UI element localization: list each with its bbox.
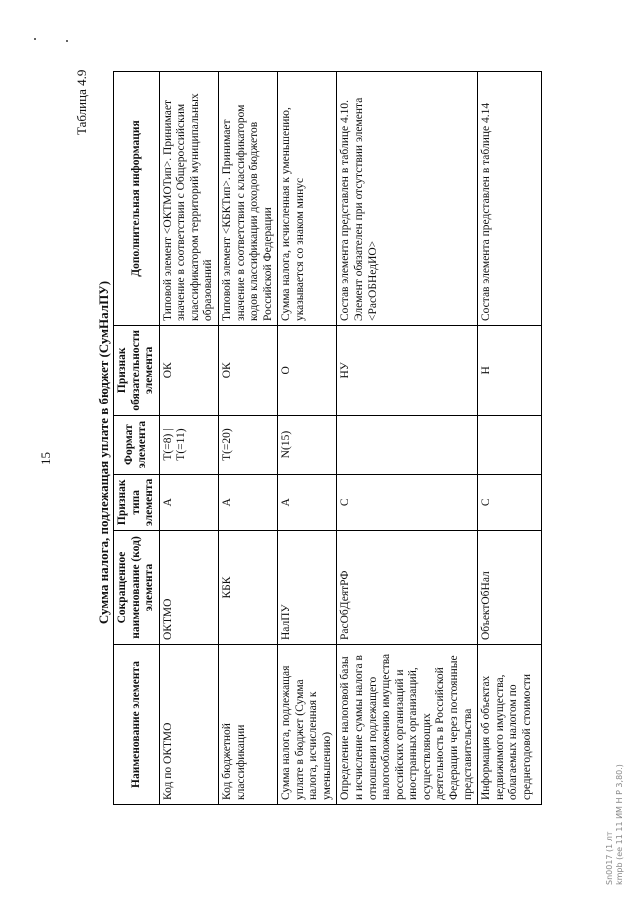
- cell-type: С: [337, 474, 478, 530]
- elements-table: [113, 71, 542, 805]
- cell-name: Информация об объектах недвижимого имущества, облагаемых налогом по среднегодовой стоимости: [478, 645, 542, 805]
- header-name: Наименование элемента: [114, 645, 160, 805]
- table-label: Таблица 4.9: [74, 69, 89, 135]
- table-row: [337, 72, 478, 805]
- cell-format: T(=8) | T(=11): [159, 415, 218, 474]
- cell-format: [337, 415, 478, 474]
- cell-info: Типовой элемент <ОКТМОТип>. Принимает значение в соответствии с Общероссийским классификатором территорий муниципальных образований: [159, 72, 218, 326]
- header-format: Формат элемента: [114, 415, 160, 474]
- scan-speck: [66, 40, 68, 42]
- cell-required: ОК: [159, 326, 218, 416]
- cell-name: Определение налоговой базы и исчисление суммы налога в отношении подлежащего налогообложению имущества российских организаций и иностранных организаций, осуществляющих деятельность в Российской Федерации через постоянные представительства: [337, 645, 478, 805]
- cell-info: Состав элемента представлен в таблице 4.14: [478, 72, 542, 326]
- cell-required: НУ: [337, 326, 478, 416]
- cell-type: С: [478, 474, 542, 530]
- table-row: [478, 72, 542, 805]
- cell-required: Н: [478, 326, 542, 416]
- cell-code: ОКТМО: [159, 531, 218, 645]
- cell-info: Типовой элемент <КБКТип>. Принимает значение в соответствии с классификатором кодов классификации доходов бюджетов Российской Федерации: [218, 72, 277, 326]
- table-header-row: [114, 72, 160, 805]
- cell-code: РасОбДеятРФ: [337, 531, 478, 645]
- footer-line: kmpb (ее 11 11 ИМ Н P 3,80.): [615, 764, 624, 885]
- table-row: [278, 72, 337, 805]
- cell-info: Сумма налога, исчисленная к уменьшению, указывается со знаком минус: [278, 72, 337, 326]
- table-caption: Сумма налога, подлежащая уплате в бюджет (СумНалПУ): [96, 280, 111, 625]
- table-row: [218, 72, 277, 805]
- cell-code: ОбъектОбНал: [478, 531, 542, 645]
- cell-code: КБК: [218, 531, 277, 645]
- cell-type: А: [159, 474, 218, 530]
- cell-name: Код по ОКТМО: [159, 645, 218, 805]
- footer-line: Sn0017 (1 лт: [605, 831, 614, 885]
- cell-code: НалПУ: [278, 531, 337, 645]
- cell-format: [478, 415, 542, 474]
- cell-info: Состав элемента представлен в таблице 4.10. Элемент обязателен при отсутствии элемента <РасОБНедИО>: [337, 72, 478, 326]
- header-code: Сокращенное наименование (код) элемента: [114, 531, 160, 645]
- scan-speck: [34, 38, 36, 40]
- table-row: [159, 72, 218, 805]
- cell-type: А: [278, 474, 337, 530]
- header-type: Признак типа элемента: [114, 474, 160, 530]
- cell-required: О: [278, 326, 337, 416]
- cell-required: ОК: [218, 326, 277, 416]
- header-info: Дополнительная информация: [114, 72, 160, 326]
- cell-format: T(=20): [218, 415, 277, 474]
- header-required: Признак обязательности элемента: [114, 326, 160, 416]
- cell-name: Код бюджетной классификации: [218, 645, 277, 805]
- cell-format: N(15): [278, 415, 337, 474]
- cell-type: А: [218, 474, 277, 530]
- cell-name: Сумма налога, подлежащая уплате в бюджет (Сумма налога, исчисленная к уменьшению): [278, 645, 337, 805]
- page-number: 15: [38, 452, 53, 465]
- scan-footer: [605, 764, 625, 885]
